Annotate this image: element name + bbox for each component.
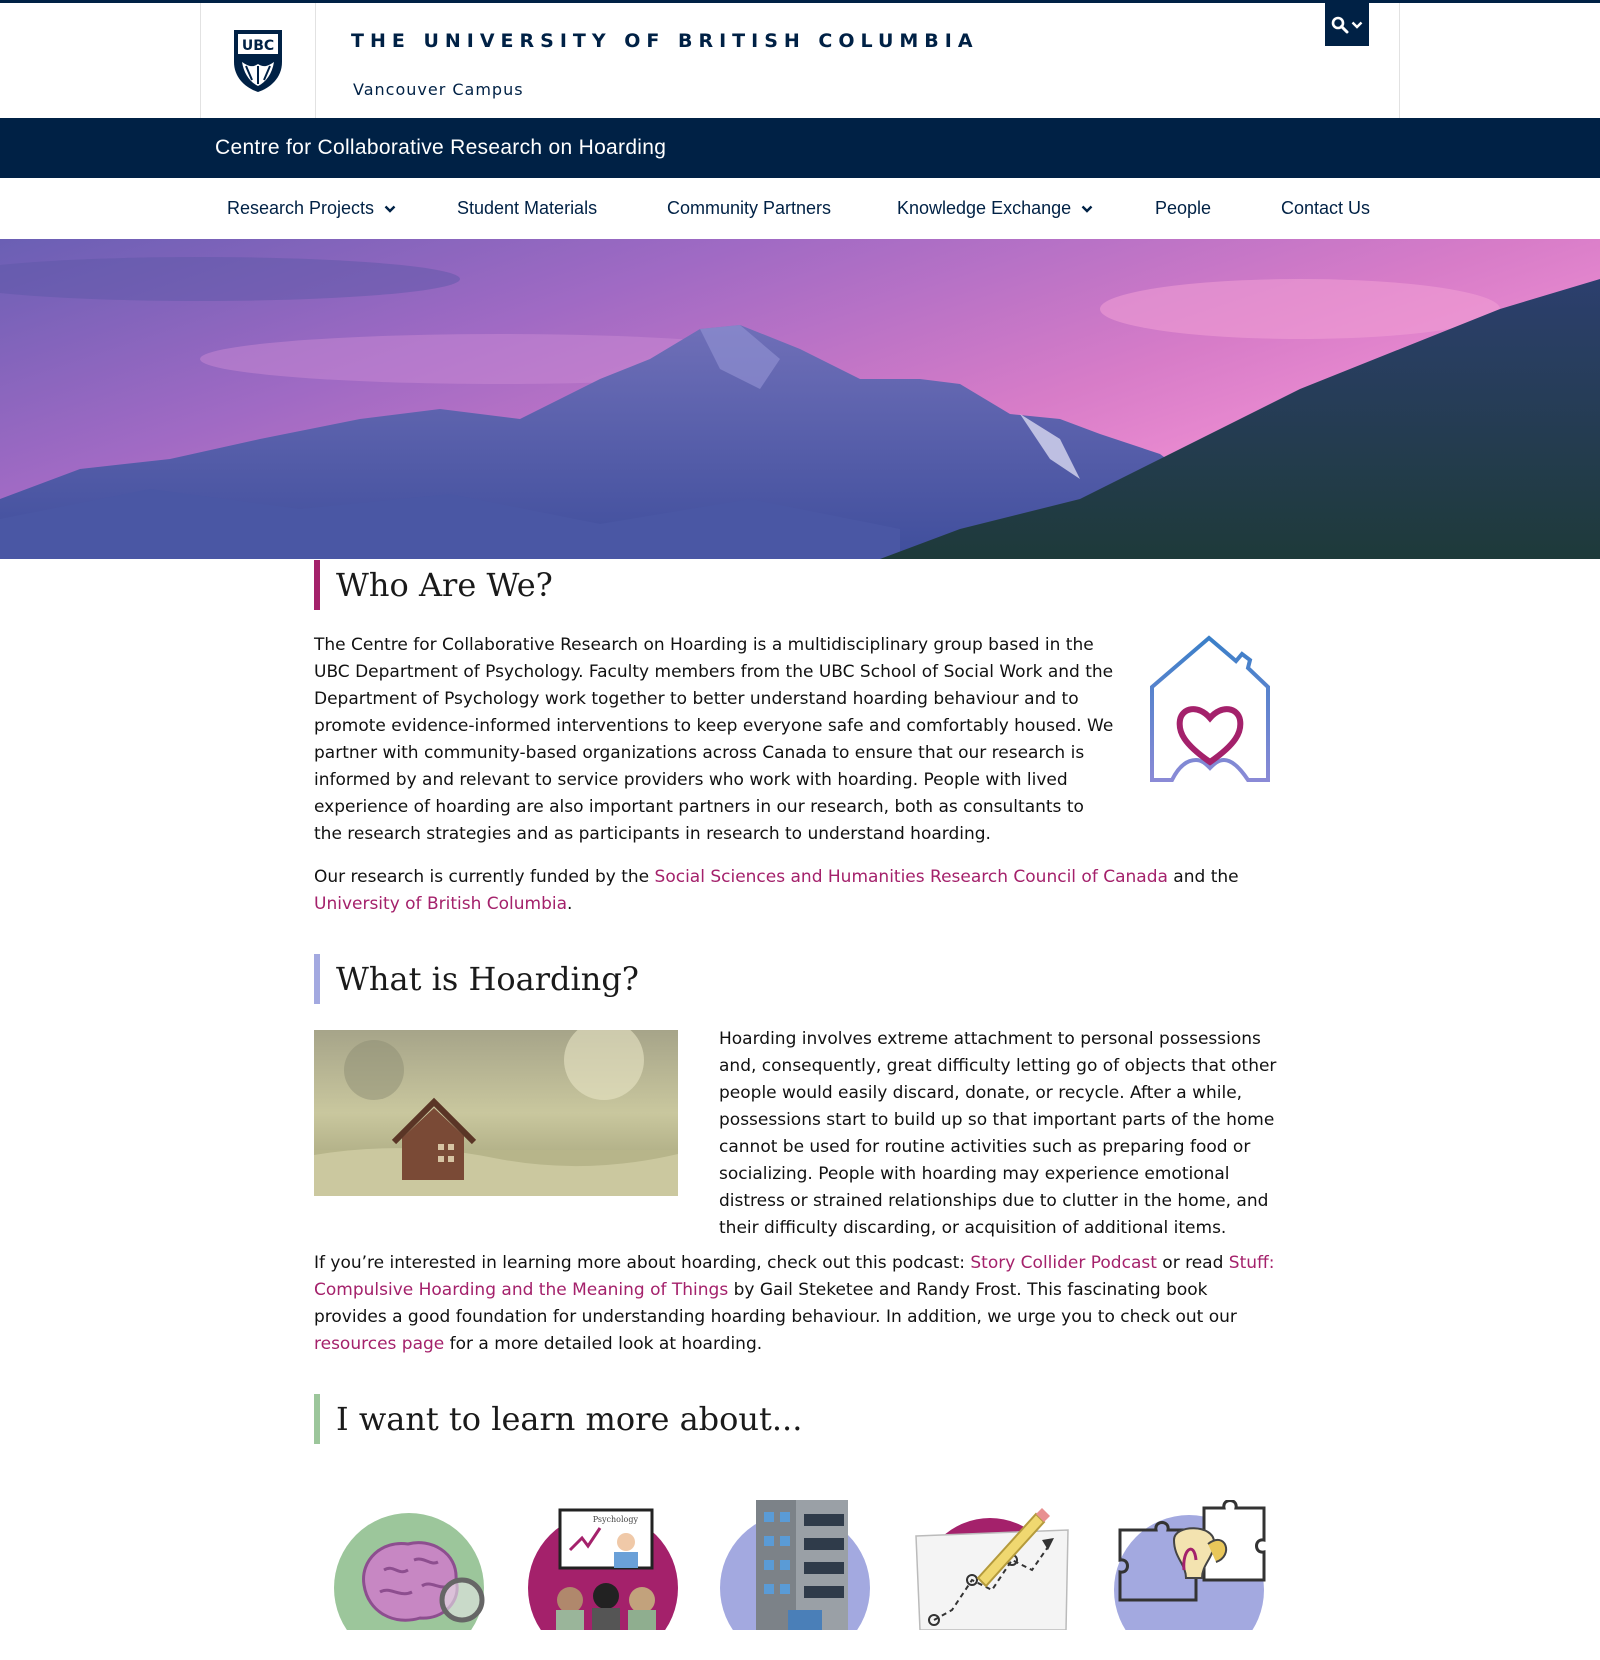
sshrc-link[interactable]: Social Sciences and Humanities Research Council of Canada (654, 867, 1168, 887)
topic-puzzle-card[interactable] (1104, 1500, 1264, 1660)
house-heart-logo-icon (1144, 632, 1274, 782)
who-paragraph: The Centre for Collaborative Research on Hoarding is a multidisciplinary group based in the UBC Department of Psychology. Faculty members from the UBC School of Social Work and the Department of Psychology work together to better understand hoarding behaviour and to promote evidence-informed interventions to keep everyone safe and comfortably housed. We partner with community-based organizations across Canada to ensure that our research is informed by and relevant to service providers who work with hoarding. People with lived experience of hoarding are also important partners in our research, both as consultants to the research strategies and as participants in research to understand hoarding. (314, 635, 1114, 844)
funding-text: . (567, 894, 573, 914)
learn-heading-block (314, 1394, 1284, 1444)
puzzle-lightbulb-icon (1104, 1500, 1279, 1630)
nav-item-student-materials[interactable] (457, 178, 597, 239)
topic-housing-card[interactable] (720, 1500, 880, 1660)
learn-more-text: for a more detailed look at hoarding. (444, 1334, 763, 1354)
ubc-header (0, 0, 1600, 118)
campus-name[interactable]: Vancouver Campus (353, 80, 524, 99)
mountain-landscape-image (0, 239, 1600, 559)
what-paragraph: Hoarding involves extreme attachment to personal possessions and, consequently, great difficulty letting go of objects that other people would easily discard, donate, or recycle. After a while, possessions start to build up so that important parts of the home cannot be used for routine activities such as preparing food or socializing. People with hoarding may experience emotional distress or strained relationships due to clutter in the home, and their difficulty discarding, or acquisition of additional items. (719, 1029, 1277, 1238)
main-content (314, 560, 1284, 1524)
ubc-wordmark[interactable]: THE UNIVERSITY OF BRITISH COLUMBIA (351, 30, 979, 52)
chevron-down-icon (384, 204, 396, 214)
topic-progress-card[interactable] (912, 1500, 1072, 1660)
nav-item-community-partners[interactable] (667, 178, 831, 239)
nav-item-research-projects[interactable] (227, 178, 396, 239)
nav-item-knowledge-exchange[interactable] (897, 178, 1093, 239)
topic-student-materials-card[interactable] (528, 1500, 688, 1660)
nav-item-label: People (1155, 198, 1212, 218)
presentation-icon (528, 1500, 688, 1630)
what-body (314, 1026, 1284, 1238)
search-icon (1331, 16, 1349, 34)
hero-mountain-image (0, 239, 1600, 559)
learn-more-text: or read (1156, 1253, 1229, 1273)
learn-section (314, 1394, 1284, 1444)
who-section (314, 560, 1284, 918)
learn-more-text: by Gail Steketee and Randy Frost. This fascinating book provides a good foundation for understanding hoarding behaviour. In addition, we urge you to check out our (314, 1280, 1237, 1327)
nav-item-people[interactable] (1155, 178, 1211, 239)
unit-bar (0, 118, 1600, 178)
site-title[interactable]: Centre for Collaborative Research on Hoarding (215, 136, 667, 159)
nav-item-label: Knowledge Exchange (897, 198, 1072, 218)
learn-heading: I want to learn more about... (336, 1400, 803, 1438)
nav-item-label: Student Materials (457, 198, 598, 218)
what-section (314, 954, 1284, 1358)
topic-brain-research-card[interactable] (334, 1500, 494, 1660)
chevron-down-icon (1351, 20, 1363, 30)
heading-accent-bar (314, 954, 320, 1004)
apartment-building-icon (720, 1500, 880, 1630)
ubc-crest-icon (232, 28, 284, 94)
story-collider-link[interactable]: Story Collider Podcast (970, 1253, 1157, 1273)
learn-more-text: If you’re interested in learning more about hoarding, check out this podcast: (314, 1253, 971, 1273)
toy-house-image-icon (314, 1030, 678, 1196)
search-toggle-button[interactable] (1325, 3, 1369, 46)
funding-text: and the (1167, 867, 1239, 887)
ubc-link[interactable]: University of British Columbia (314, 894, 568, 914)
ubc-crest-logo[interactable] (201, 3, 316, 118)
learn-more-paragraph (314, 1250, 1284, 1358)
nav-item-label: Research Projects (227, 198, 375, 218)
what-heading-block (314, 954, 1284, 1004)
heading-accent-bar (314, 560, 320, 610)
nav-item-label: Contact Us (1281, 198, 1371, 218)
chevron-down-icon (1081, 204, 1093, 214)
heading-accent-bar (314, 1394, 320, 1444)
what-heading: What is Hoarding? (336, 960, 639, 998)
nav-item-label: Community Partners (667, 198, 832, 218)
funding-text: Our research is currently funded by the (314, 867, 655, 887)
who-body (314, 632, 1284, 918)
funding-paragraph (314, 864, 1284, 918)
stuff-book-link[interactable]: Stuff: Compulsive Hoarding and the Meaning of Things (314, 1253, 1275, 1300)
topic-icons-row (314, 1500, 1284, 1660)
brain-magnifier-icon (334, 1500, 494, 1630)
toy-house-on-grass-image (314, 1030, 678, 1196)
resources-page-link[interactable]: resources page (314, 1334, 445, 1354)
main-nav (0, 178, 1600, 239)
nav-item-contact-us[interactable] (1281, 178, 1370, 239)
growth-chart-pencil-icon (912, 1500, 1072, 1630)
slide-caption: Psychology (592, 1515, 638, 1524)
who-heading-block (314, 560, 1284, 610)
ubc-header-inner (200, 3, 1400, 118)
who-heading: Who Are We? (336, 566, 553, 604)
ubc-crest-text: UBC (241, 37, 275, 54)
